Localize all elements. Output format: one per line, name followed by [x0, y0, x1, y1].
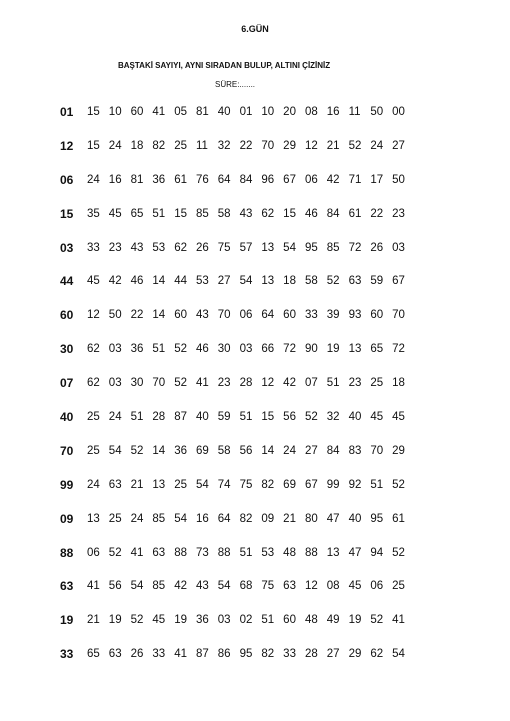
row-number: 82 — [261, 648, 275, 661]
row-number: 87 — [174, 410, 187, 423]
row-number: 58 — [217, 207, 231, 220]
row-number: 86 — [217, 648, 231, 661]
row-number: 51 — [326, 377, 340, 390]
row-number: 41 — [130, 546, 144, 559]
target-number: 33 — [60, 647, 74, 662]
exercise-row — [60, 231, 414, 265]
row-number: 64 — [217, 173, 231, 186]
row-number: 46 — [195, 343, 209, 356]
row-number: 99 — [326, 478, 340, 491]
row-number: 74 — [217, 478, 231, 491]
row-number: 52 — [392, 546, 405, 559]
row-number: 54 — [283, 241, 296, 254]
row-number: 06 — [304, 173, 318, 186]
row-number: 64 — [217, 512, 231, 525]
row-number: 47 — [348, 546, 362, 559]
row-number: 11 — [195, 139, 208, 152]
row-number: 40 — [348, 410, 362, 423]
row-number: 23 — [108, 241, 122, 254]
row-number: 45 — [370, 410, 384, 423]
row-number: 43 — [195, 580, 209, 593]
row-number: 40 — [195, 410, 209, 423]
row-number: 87 — [195, 648, 209, 661]
row-number: 63 — [152, 546, 166, 559]
row-number: 52 — [174, 377, 187, 390]
row-number: 23 — [217, 377, 231, 390]
row-number: 47 — [326, 512, 340, 525]
row-number: 95 — [239, 648, 253, 661]
row-number: 75 — [217, 241, 231, 254]
row-number: 93 — [348, 309, 362, 322]
row-number: 51 — [261, 614, 275, 627]
row-number: 29 — [348, 648, 362, 661]
row-number: 36 — [195, 614, 209, 627]
row-number: 54 — [130, 580, 144, 593]
row-number: 25 — [370, 377, 384, 390]
row-number: 96 — [261, 173, 275, 186]
row-number: 65 — [370, 343, 384, 356]
row-number: 52 — [326, 275, 340, 288]
row-number: 11 — [348, 105, 361, 118]
row-number: 32 — [217, 139, 231, 152]
duration-label: SÜRE:....... — [215, 80, 256, 89]
row-number: 72 — [392, 343, 405, 356]
row-number: 28 — [304, 648, 318, 661]
row-number: 60 — [283, 309, 296, 322]
row-number: 65 — [87, 648, 100, 661]
row-number: 52 — [130, 444, 144, 457]
row-number: 64 — [261, 309, 275, 322]
row-number: 71 — [348, 173, 362, 186]
row-number: 95 — [370, 512, 384, 525]
row-number: 28 — [152, 410, 166, 423]
row-number: 16 — [195, 512, 209, 525]
row-number: 41 — [392, 614, 405, 627]
row-number: 08 — [326, 580, 340, 593]
row-number: 01 — [239, 105, 253, 118]
row-number: 19 — [326, 343, 340, 356]
row-number: 81 — [195, 105, 209, 118]
row-number: 82 — [152, 139, 166, 152]
row-number: 42 — [283, 377, 296, 390]
row-number: 60 — [174, 309, 187, 322]
row-number: 21 — [326, 139, 340, 152]
row-number: 16 — [108, 173, 122, 186]
target-number: 63 — [60, 579, 74, 594]
row-number: 72 — [283, 343, 296, 356]
row-number: 46 — [304, 207, 318, 220]
row-number: 52 — [108, 546, 122, 559]
row-number: 81 — [130, 173, 144, 186]
row-number: 28 — [239, 377, 253, 390]
row-number: 54 — [239, 275, 253, 288]
row-number: 35 — [87, 207, 100, 220]
row-number: 00 — [392, 105, 405, 118]
row-number: 03 — [108, 343, 122, 356]
row-number: 53 — [195, 275, 209, 288]
row-number: 13 — [348, 343, 362, 356]
row-number: 70 — [370, 444, 384, 457]
target-number: 06 — [60, 172, 74, 187]
row-number: 95 — [304, 241, 318, 254]
row-number: 16 — [326, 105, 340, 118]
row-number: 51 — [130, 410, 144, 423]
row-number: 61 — [392, 512, 405, 525]
row-number: 43 — [195, 309, 209, 322]
row-number: 45 — [348, 580, 362, 593]
row-number: 54 — [195, 478, 209, 491]
row-number: 60 — [370, 309, 384, 322]
row-number: 45 — [392, 410, 405, 423]
row-number: 85 — [152, 580, 166, 593]
row-number: 24 — [283, 444, 296, 457]
row-number: 25 — [108, 512, 122, 525]
exercise-row — [60, 366, 414, 400]
exercise-row — [60, 400, 414, 434]
row-number: 61 — [348, 207, 362, 220]
row-number: 13 — [261, 241, 275, 254]
exercise-row — [60, 298, 414, 332]
row-number: 63 — [348, 275, 362, 288]
row-number: 06 — [87, 546, 100, 559]
row-number: 50 — [392, 173, 405, 186]
exercise-row — [60, 129, 414, 163]
row-number: 12 — [261, 377, 275, 390]
row-number: 63 — [108, 648, 122, 661]
row-number: 67 — [304, 478, 318, 491]
row-number: 54 — [108, 444, 122, 457]
row-number: 59 — [217, 410, 231, 423]
row-number: 23 — [348, 377, 362, 390]
row-number: 67 — [283, 173, 296, 186]
row-number: 18 — [130, 139, 144, 152]
row-number: 30 — [130, 377, 144, 390]
row-number: 05 — [174, 105, 187, 118]
row-number: 24 — [370, 139, 384, 152]
row-number: 52 — [392, 478, 405, 491]
target-number: 88 — [60, 545, 74, 560]
row-number: 44 — [174, 275, 187, 288]
row-number: 58 — [304, 275, 318, 288]
row-number: 50 — [108, 309, 122, 322]
row-number: 59 — [370, 275, 384, 288]
row-number: 29 — [392, 444, 405, 457]
row-number: 76 — [195, 173, 209, 186]
row-number: 80 — [304, 512, 318, 525]
row-number: 24 — [87, 173, 100, 186]
row-number: 43 — [130, 241, 144, 254]
row-number: 08 — [304, 105, 318, 118]
row-number: 60 — [283, 614, 296, 627]
row-number: 18 — [283, 275, 296, 288]
row-number: 21 — [87, 614, 100, 627]
row-number: 40 — [217, 105, 231, 118]
row-number: 90 — [304, 343, 318, 356]
row-number: 62 — [261, 207, 275, 220]
row-number: 03 — [239, 343, 253, 356]
row-number: 73 — [195, 546, 209, 559]
target-number: 60 — [60, 308, 74, 323]
row-number: 49 — [326, 614, 340, 627]
row-number: 25 — [392, 580, 405, 593]
row-number: 62 — [370, 648, 384, 661]
target-number: 99 — [60, 477, 74, 492]
row-number: 33 — [283, 648, 296, 661]
row-number: 65 — [130, 207, 144, 220]
target-number: 15 — [60, 206, 74, 221]
row-number: 02 — [239, 614, 253, 627]
target-number: 03 — [60, 240, 74, 255]
row-number: 42 — [326, 173, 340, 186]
row-number: 27 — [392, 139, 405, 152]
row-number: 72 — [348, 241, 362, 254]
row-number: 67 — [392, 275, 405, 288]
row-number: 33 — [304, 309, 318, 322]
target-number: 07 — [60, 376, 74, 391]
row-number: 85 — [326, 241, 340, 254]
row-number: 24 — [130, 512, 144, 525]
row-number: 56 — [239, 444, 253, 457]
target-number: 70 — [60, 443, 74, 458]
row-number: 13 — [326, 546, 340, 559]
row-number: 92 — [348, 478, 362, 491]
row-number: 36 — [174, 444, 187, 457]
row-number: 40 — [348, 512, 362, 525]
row-number: 14 — [152, 309, 166, 322]
row-number: 70 — [261, 139, 275, 152]
exercise-row — [60, 332, 414, 366]
row-number: 69 — [283, 478, 296, 491]
target-number: 19 — [60, 613, 74, 628]
target-number: 30 — [60, 342, 74, 357]
exercise-row — [60, 197, 414, 231]
row-number: 19 — [108, 614, 122, 627]
row-number: 56 — [283, 410, 296, 423]
row-number: 88 — [304, 546, 318, 559]
page-title: 6.GÜN — [241, 24, 269, 34]
row-number: 27 — [326, 648, 340, 661]
exercise-row — [60, 603, 414, 637]
row-number: 24 — [87, 478, 100, 491]
row-number: 52 — [174, 343, 187, 356]
row-number: 70 — [152, 377, 166, 390]
exercise-row — [60, 569, 414, 603]
row-number: 51 — [239, 410, 253, 423]
row-number: 27 — [304, 444, 318, 457]
row-number: 36 — [130, 343, 144, 356]
exercise-row — [60, 637, 414, 671]
row-number: 51 — [370, 478, 384, 491]
target-number: 40 — [60, 409, 74, 424]
row-number: 15 — [174, 207, 187, 220]
row-number: 26 — [370, 241, 384, 254]
row-number: 18 — [392, 377, 405, 390]
row-number: 63 — [283, 580, 296, 593]
row-number: 51 — [239, 546, 253, 559]
row-number: 23 — [392, 207, 405, 220]
row-number: 48 — [283, 546, 296, 559]
row-number: 56 — [108, 580, 122, 593]
row-number: 52 — [370, 614, 384, 627]
row-number: 54 — [174, 512, 187, 525]
row-number: 26 — [195, 241, 209, 254]
row-number: 63 — [108, 478, 122, 491]
row-number: 25 — [87, 444, 100, 457]
row-number: 14 — [152, 275, 166, 288]
row-number: 03 — [108, 377, 122, 390]
row-number: 19 — [174, 614, 187, 627]
row-number: 22 — [370, 207, 384, 220]
row-number: 62 — [174, 241, 187, 254]
row-number: 41 — [87, 580, 100, 593]
exercise-row — [60, 95, 414, 129]
row-number: 10 — [261, 105, 275, 118]
row-number: 03 — [392, 241, 405, 254]
row-number: 61 — [174, 173, 187, 186]
row-number: 82 — [261, 478, 275, 491]
row-number: 14 — [261, 444, 275, 457]
row-number: 06 — [239, 309, 253, 322]
target-number: 01 — [60, 104, 74, 119]
row-number: 88 — [174, 546, 187, 559]
row-number: 22 — [239, 139, 253, 152]
row-number: 25 — [174, 478, 187, 491]
row-number: 43 — [239, 207, 253, 220]
row-number: 17 — [370, 173, 384, 186]
row-number: 84 — [239, 173, 253, 186]
row-number: 84 — [326, 207, 340, 220]
row-number: 06 — [370, 580, 384, 593]
row-number: 29 — [283, 139, 296, 152]
exercise-row — [60, 434, 414, 468]
row-number: 13 — [152, 478, 166, 491]
row-number: 25 — [174, 139, 187, 152]
row-number: 88 — [217, 546, 231, 559]
row-number: 52 — [348, 139, 362, 152]
row-number: 54 — [392, 648, 405, 661]
row-number: 52 — [130, 614, 144, 627]
row-number: 75 — [239, 478, 253, 491]
row-number: 36 — [152, 173, 166, 186]
row-number: 85 — [152, 512, 166, 525]
row-number: 51 — [152, 343, 166, 356]
row-number: 54 — [217, 580, 231, 593]
row-number: 41 — [195, 377, 209, 390]
number-rows — [60, 95, 414, 671]
row-number: 70 — [392, 309, 405, 322]
exercise-row — [60, 502, 414, 536]
row-number: 58 — [217, 444, 231, 457]
row-number: 83 — [348, 444, 362, 457]
exercise-row — [60, 536, 414, 570]
row-number: 62 — [87, 377, 100, 390]
row-number: 53 — [152, 241, 166, 254]
row-number: 52 — [304, 410, 318, 423]
row-number: 19 — [348, 614, 362, 627]
row-number: 69 — [195, 444, 209, 457]
row-number: 51 — [152, 207, 166, 220]
row-number: 75 — [261, 580, 275, 593]
row-number: 15 — [87, 105, 100, 118]
row-number: 03 — [217, 614, 231, 627]
row-number: 45 — [108, 207, 122, 220]
instruction-text: BAŞTAKİ SAYIYI, AYNI SIRADAN BULUP, ALTINI ÇİZİNİZ — [118, 61, 331, 70]
row-number: 68 — [239, 580, 253, 593]
row-number: 60 — [130, 105, 144, 118]
row-number: 41 — [174, 648, 187, 661]
row-number: 94 — [370, 546, 384, 559]
target-number: 09 — [60, 511, 74, 526]
row-number: 66 — [261, 343, 275, 356]
row-number: 57 — [239, 241, 253, 254]
target-number: 44 — [60, 274, 74, 289]
row-number: 07 — [304, 377, 318, 390]
row-number: 39 — [326, 309, 340, 322]
row-number: 70 — [217, 309, 231, 322]
row-number: 15 — [261, 410, 275, 423]
row-number: 24 — [108, 139, 122, 152]
row-number: 21 — [283, 512, 296, 525]
row-number: 32 — [326, 410, 340, 423]
row-number: 48 — [304, 614, 318, 627]
row-number: 53 — [261, 546, 275, 559]
row-number: 45 — [152, 614, 166, 627]
row-number: 33 — [87, 241, 100, 254]
target-number: 12 — [60, 138, 74, 153]
exercise-row — [60, 468, 414, 502]
row-number: 14 — [152, 444, 166, 457]
row-number: 10 — [108, 105, 122, 118]
row-number: 15 — [87, 139, 100, 152]
row-number: 12 — [304, 580, 318, 593]
row-number: 42 — [174, 580, 187, 593]
row-number: 85 — [195, 207, 209, 220]
row-number: 13 — [261, 275, 275, 288]
row-number: 26 — [130, 648, 144, 661]
row-number: 50 — [370, 105, 384, 118]
row-number: 09 — [261, 512, 275, 525]
row-number: 15 — [283, 207, 296, 220]
row-number: 45 — [87, 275, 100, 288]
row-number: 33 — [152, 648, 166, 661]
row-number: 12 — [87, 309, 100, 322]
row-number: 20 — [283, 105, 296, 118]
row-number: 12 — [304, 139, 318, 152]
row-number: 13 — [87, 512, 100, 525]
row-number: 24 — [108, 410, 122, 423]
row-number: 46 — [130, 275, 144, 288]
exercise-row — [60, 163, 414, 197]
row-number: 41 — [152, 105, 166, 118]
row-number: 21 — [130, 478, 144, 491]
row-number: 25 — [87, 410, 100, 423]
row-number: 42 — [108, 275, 122, 288]
row-number: 82 — [239, 512, 253, 525]
exercise-row — [60, 264, 414, 298]
row-number: 22 — [130, 309, 144, 322]
row-number: 27 — [217, 275, 231, 288]
row-number: 62 — [87, 343, 100, 356]
row-number: 30 — [217, 343, 231, 356]
row-number: 84 — [326, 444, 340, 457]
